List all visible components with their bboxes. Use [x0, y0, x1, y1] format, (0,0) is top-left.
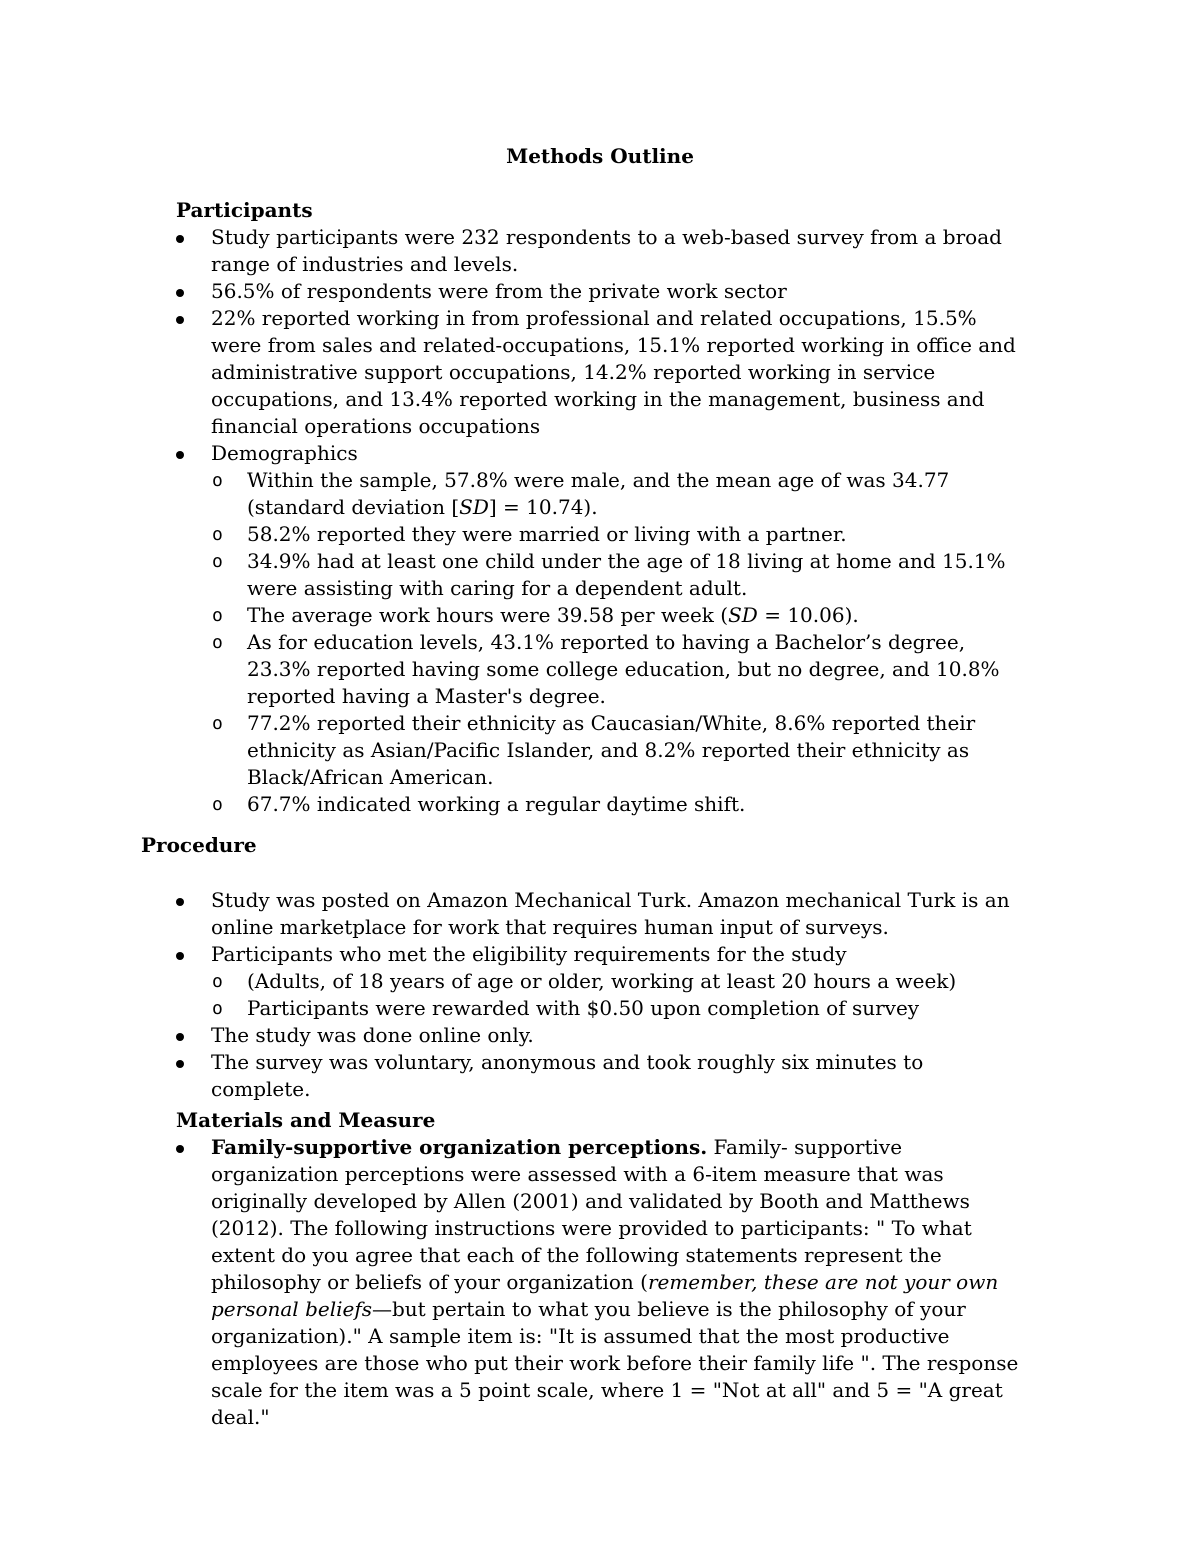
measure-italic: remember, these are not your own personal beliefs [211, 1270, 999, 1321]
bullet-icon [176, 289, 184, 297]
sub-list-item-text: 77.2% reported their ethnicity as Caucasian/White, 8.6% reported their ethnicity as Asian/Pacific Islander, and 8.2% reported their ethnicity as Black/African American. [247, 711, 976, 789]
sub-list-item-text: = 10.06). [757, 603, 859, 627]
list-item-text: The study was done online only. [211, 1023, 534, 1047]
circle-bullet-icon: o [212, 470, 223, 491]
list-item [176, 1134, 1026, 1431]
bullet-icon [176, 316, 184, 324]
list-item [176, 887, 1026, 941]
sub-list-item-text: As for education levels, 43.1% reported to having a Bachelor’s degree, 23.3% reported having some college education, but no degree, and 10.8% reported having a Master's degree. [247, 630, 1000, 708]
sub-list-item-text: ] = 10.74). [488, 495, 598, 519]
circle-bullet-icon: o [212, 794, 223, 815]
demographics-list [211, 467, 1026, 818]
list-item-text: Study was posted on Amazon Mechanical Turk. Amazon mechanical Turk is an online marketplace for work that requires human input of surveys. [211, 888, 1010, 939]
circle-bullet-icon: o [212, 998, 223, 1019]
sub-list-item [176, 629, 1026, 710]
sub-list-item-text: 67.7% indicated working a regular daytime shift. [247, 792, 746, 816]
sd-label: SD [459, 495, 489, 519]
list-item [176, 1022, 1026, 1049]
measure-text: —but pertain to what you believe is the philosophy of your organization)." A sample item is: "It is assumed that the most productive employees are those who put their work before their family life ". The response scale for the item was a 5 point scale, where 1 = "Not at all" and 5 = "A great deal." [211, 1297, 1019, 1429]
measure-title: Family-supportive organization perceptions. [211, 1135, 708, 1159]
sub-list-item-text: Within the sample, 57.8% were male, and the mean age of was 34.77 (standard deviation [ [247, 468, 950, 519]
circle-bullet-icon: o [212, 551, 223, 572]
list-item [176, 224, 1026, 278]
participants-heading: Participants [176, 198, 313, 222]
sub-list-item [176, 995, 1026, 1022]
materials-list [176, 1134, 1026, 1431]
bullet-icon [176, 235, 184, 243]
list-item-text: Participants who met the eligibility requirements for the study [211, 942, 847, 966]
measure-text: Family- supportive organization perceptions were assessed with a 6-item measure that was originally developed by Allen (2001) and validated by Booth and Matthews (2012). The following instructions were provided to participants: " To what extent do you agree that each of the following statements represent the philosophy or beliefs of your organization ( [211, 1135, 972, 1294]
circle-bullet-icon: o [212, 524, 223, 545]
sub-list-item [176, 521, 1026, 548]
procedure-heading: Procedure [141, 833, 257, 857]
sub-list-item [176, 791, 1026, 818]
sub-list-item [176, 548, 1026, 602]
sub-list-item [176, 602, 1026, 629]
list-item-text: Demographics [211, 441, 358, 465]
sub-list-item-text: Participants were rewarded with $0.50 upon completion of survey [247, 996, 920, 1020]
sub-list-item [176, 968, 1026, 995]
list-item-text: 22% reported working in from professional and related occupations, 15.5% were from sales and related-occupations, 15.1% reported working in office and administrative support occupations, 14.2% reported working in service occupations, and 13.4% reported working in the management, business and financial operations occupations [211, 306, 1016, 438]
list-item-text: The survey was voluntary, anonymous and took roughly six minutes to complete. [211, 1050, 924, 1101]
list-item [176, 1049, 1026, 1103]
bullet-icon [176, 952, 184, 960]
list-item-text: 56.5% of respondents were from the private work sector [211, 279, 787, 303]
sd-label: SD [728, 603, 758, 627]
circle-bullet-icon: o [212, 632, 223, 653]
circle-bullet-icon: o [212, 605, 223, 626]
list-item-text: Study participants were 232 respondents to a web-based survey from a broad range of industries and levels. [211, 225, 1002, 276]
list-item [176, 440, 1026, 818]
participants-list [176, 224, 1026, 818]
materials-heading: Materials and Measure [176, 1108, 436, 1132]
sub-list-item-text: The average work hours were 39.58 per week ( [247, 603, 729, 627]
bullet-icon [176, 1145, 184, 1153]
circle-bullet-icon: o [212, 713, 223, 734]
bullet-icon [176, 1033, 184, 1041]
bullet-icon [176, 898, 184, 906]
eligibility-list [211, 968, 1026, 1022]
sub-list-item [176, 710, 1026, 791]
list-item [176, 941, 1026, 1022]
list-item [176, 305, 1026, 440]
sub-list-item-text: 34.9% had at least one child under the age of 18 living at home and 15.1% were assisting with caring for a dependent adult. [247, 549, 1006, 600]
procedure-list [176, 887, 1026, 1103]
sub-list-item-text: (Adults, of 18 years of age or older, working at least 20 hours a week) [247, 969, 957, 993]
bullet-icon [176, 1060, 184, 1068]
list-item [176, 278, 1026, 305]
sub-list-item-text: 58.2% reported they were married or living with a partner. [247, 522, 847, 546]
sub-list-item [176, 467, 1026, 521]
page-title: Methods Outline [506, 144, 694, 168]
bullet-icon [176, 451, 184, 459]
circle-bullet-icon: o [212, 971, 223, 992]
